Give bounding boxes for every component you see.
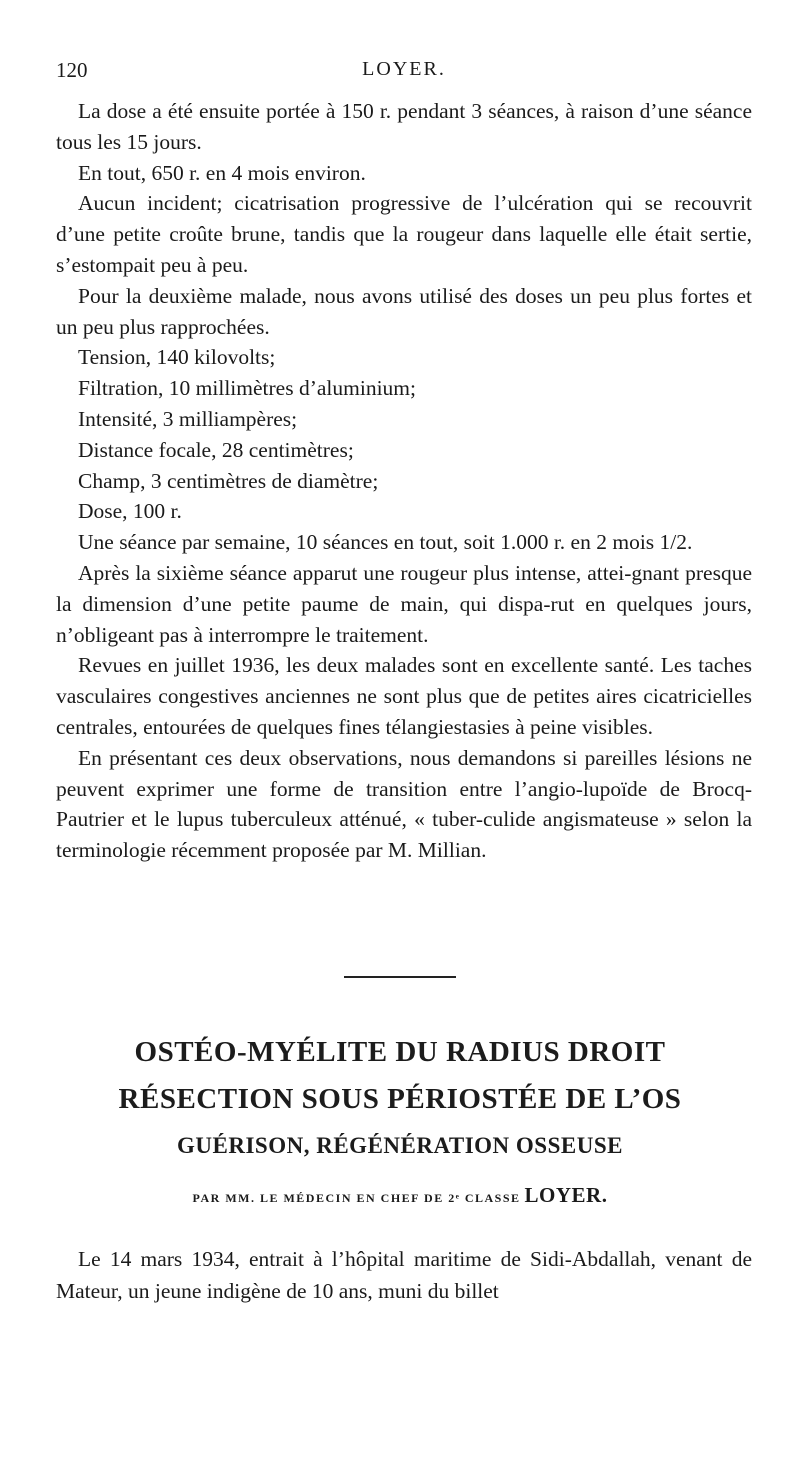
opening-paragraph: Le 14 mars 1934, entrait à l’hôpital maritime de Sidi-Abdallah, venant de Mateur, un jeune indigène de 10 ans, muni du billet [56, 1247, 752, 1303]
paragraph: En tout, 650 r. en 4 mois environ. [78, 160, 366, 185]
paragraph: Une séance par semaine, 10 séances en tout, soit 1.000 r. en 2 mois 1/2. [78, 530, 693, 555]
byline [0, 1183, 800, 1208]
list-item: Distance focale, 28 centimètres; [78, 437, 354, 462]
list-item: Dose, 100 r. [78, 499, 182, 524]
list-item: Tension, 140 kilovolts; [78, 345, 276, 370]
byline-author: LOYER. [524, 1183, 608, 1207]
page-number: 120 [56, 58, 88, 82]
list-item: Champ, 3 centimètres de diamètre; [78, 468, 379, 493]
article-title-line-1: OSTÉO-MYÉLITE DU RADIUS DROIT [134, 1036, 666, 1068]
paragraph: Pour la deuxième malade, nous avons utilisé des doses un peu plus fortes et un peu plus rapprochées. [56, 283, 752, 339]
section-divider [344, 976, 456, 978]
page-header [56, 58, 752, 88]
paragraph: En présentant ces deux observations, nous demandons si pareilles lésions ne peuvent exprimer une forme de transition entre l’angio-lupoïde de Brocq-Pautrier et le lupus tuberculeux atténué, « tuber-culide angismateuse » selon la terminologie récemment proposée par M. Millian. [56, 745, 752, 863]
article-title-line-2: RÉSECTION SOUS PÉRIOSTÉE DE L’OS [118, 1083, 682, 1115]
body-text [56, 96, 752, 866]
paragraph: Après la sixième séance apparut une rougeur plus intense, attei-gnant presque la dimension d’une petite paume de main, qui dispa-rut en quelques jours, n’obligeant pas à interrompre le traitement. [56, 560, 752, 647]
running-head: LOYER. [362, 58, 446, 80]
article-body [56, 1243, 752, 1307]
list-item: Intensité, 3 milliampères; [78, 406, 298, 431]
byline-prefix: PAR MM. LE MÉDECIN EN CHEF DE 2ᵉ CLASSE [192, 1191, 521, 1205]
paragraph: Revues en juillet 1936, les deux malades sont en excellente santé. Les taches vasculaires congestives anciennes ne sont plus que de petites aires cicatricielles centrales, entourées de quelques fines télangiestasies à peine visibles. [56, 653, 752, 739]
list-item: Filtration, 10 millimètres d’aluminium; [78, 376, 416, 401]
article-title-line-3: GUÉRISON, RÉGÉNÉRATION OSSEUSE [177, 1133, 623, 1158]
paragraph: La dose a été ensuite portée à 150 r. pendant 3 séances, à raison d’une séance tous les 15 jours. [56, 99, 752, 154]
paragraph: Aucun incident; cicatrisation progressive de l’ulcération qui se recouvrit d’une petite croûte brune, tandis que la rougeur dans laquelle elle était sertie, s’estompait peu à peu. [56, 191, 752, 277]
